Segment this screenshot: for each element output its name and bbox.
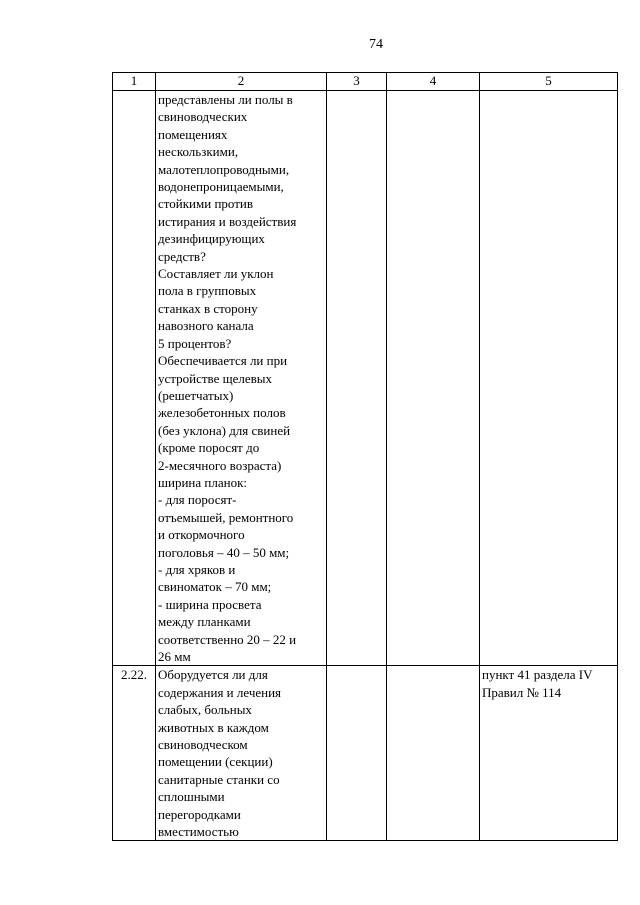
requirement-text-line: - для хряков и [158,561,236,577]
row-number [113,91,156,666]
header-col-4: 4 [387,73,480,91]
requirements-table [112,72,618,841]
requirement-text-line: отъемышей, ремонтного [158,509,294,525]
table-row [113,666,618,841]
requirement-text-line: 5 процентов? [158,335,232,351]
table-row [113,91,618,666]
requirement-text-line: пола в групповых [158,283,257,299]
requirement-text-line: между планками [158,614,251,630]
requirement-text-line: содержания и лечения [158,684,282,700]
requirement-text-line: соответственно 20 – 22 и [158,631,297,647]
requirement-text [156,91,327,666]
requirement-text-line: животных в каждом [158,719,269,735]
requirement-text-line: - ширина просвета [158,596,262,612]
col-4-cell [387,666,480,841]
row-number: 2.22. [113,666,156,841]
requirement-text [156,666,327,841]
requirement-text-line: железобетонных полов [158,405,286,421]
requirement-text-line: поголовья – 40 – 50 мм; [158,544,290,560]
table-header-row [113,73,618,91]
requirement-text-line: Составляет ли уклон [158,266,274,282]
requirement-text-line: свиноводческих [158,109,248,125]
requirement-text-line: устройстве щелевых [158,370,273,386]
requirement-text-line: водонепроницаемыми, [158,179,284,195]
requirement-text-line: истирания и воздействия [158,213,297,229]
requirement-text-line: представлены ли полы в [158,92,293,107]
requirement-text-line: сплошными [158,789,225,805]
requirement-text-line: нескользкими, [158,144,239,160]
col-4-cell [387,91,480,666]
requirement-text-line: перегородками [158,806,241,822]
requirement-text-line: - для поросят- [158,492,237,508]
requirement-text-line: свиноводческом [158,737,248,753]
requirement-text-line: средств? [158,248,206,264]
requirement-text-line: станках в сторону [158,300,258,316]
reference-line: пункт 41 раздела IV [482,667,593,683]
requirement-text-line: малотеплопроводными, [158,161,290,177]
reference-cell [480,666,618,841]
requirement-text-line: Оборудуется ли для [158,667,268,683]
requirement-text-line: стойкими против [158,196,254,212]
requirement-text-line: помещениях [158,126,228,142]
requirement-text-line: вместимостью [158,824,239,840]
requirement-text-line: 2-месячного возраста) [158,457,282,473]
reference-line: Правил № 114 [482,684,562,700]
requirement-text-line: ширина планок: [158,474,248,490]
requirement-text-line: (кроме поросят до [158,440,260,456]
col-3-cell [327,666,387,841]
requirement-text-line: навозного канала [158,318,254,334]
header-col-2: 2 [156,73,327,91]
requirement-text-line: дезинфицирующих [158,231,265,247]
page-number: 74 [369,37,383,52]
requirement-text-line: санитарные станки со [158,771,280,787]
requirement-text-line: помещении (секции) [158,754,273,770]
requirement-text-line: (без уклона) для свиней [158,422,291,438]
requirement-text-line: и откормочного [158,527,245,543]
header-col-5: 5 [480,73,618,91]
col-3-cell [327,91,387,666]
requirement-text-line: (решетчатых) [158,387,234,403]
reference-cell [480,91,618,666]
requirement-text-line: 26 мм [158,649,191,664]
header-col-1: 1 [113,73,156,91]
header-col-3: 3 [327,73,387,91]
requirement-text-line: слабых, больных [158,702,252,718]
requirement-text-line: свиноматок – 70 мм; [158,579,272,595]
requirement-text-line: Обеспечивается ли при [158,353,288,369]
